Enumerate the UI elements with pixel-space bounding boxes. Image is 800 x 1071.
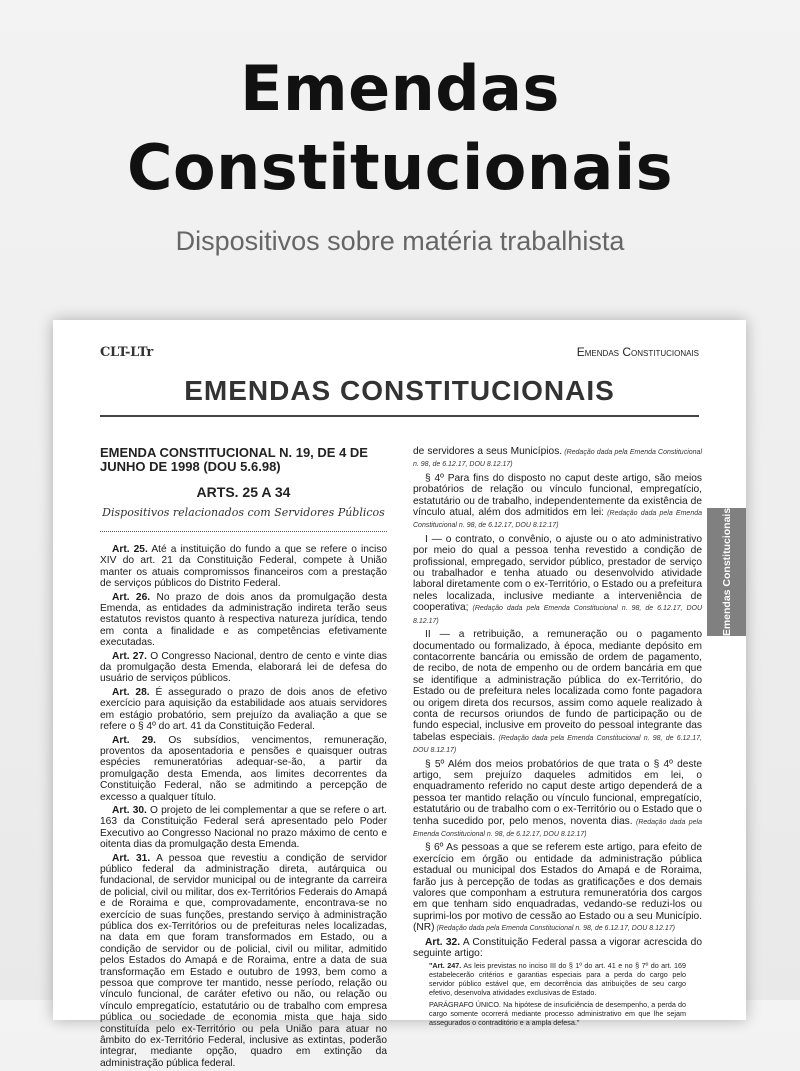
cover-title-line-2: Constitucionais (126, 131, 674, 204)
amendment-reference: (Redação dada pela Emenda Constitucional n. 98, de 6.12.17, DOU 8.12.17) (413, 818, 702, 838)
left-paragraphs (100, 544, 387, 1069)
article-label: "Art. 247. (429, 961, 462, 971)
amendment-reference: (Redação dada pela Emenda Constitucional n. 98, de 6.12.17, DOU 8.12.17) (413, 734, 702, 755)
amendment-reference: (Redação dada pela Emenda Constitucional n. 98, de 6.12.17, DOU 8.12.17) (434, 925, 675, 933)
article-label: Art. 31. (112, 852, 151, 864)
article-text: As leis previstas no inciso III do § 1º do art. 41 e no § 7º do art. 169 estabelecerão critérios e garantias especiais para a perda do cargo pelo servidor público estável que, em decorrência das atribuições de seu cargo efetivo, desenvolva atividades exclusivas de Estado. (429, 961, 686, 998)
amendment-reference: (Redação dada pela Emenda Constitucional n. 98, de 6.12.17, DOU 8.12.17) (413, 605, 702, 625)
dotted-divider (100, 531, 387, 532)
article-paragraph (100, 544, 387, 590)
article-paragraph (100, 592, 387, 649)
note-paragraph (429, 961, 686, 997)
document-page (53, 320, 746, 1069)
right-paragraphs (413, 446, 702, 959)
section-banner: EMENDAS CONSTITUCIONAIS (184, 375, 615, 406)
article-label: Art. 25. (112, 544, 148, 555)
article-paragraph (413, 446, 702, 471)
article-label: Art. 28. (112, 686, 150, 698)
side-tab (707, 508, 746, 636)
article-text: § 4º Para fins do disposto no caput deste artigo, são meios probatórios de relação ou vínculo funcional, empregatício, estatutário ou de trabalho, independentemente da existência de vínculo atual, além dos admitidos em lei: (413, 472, 702, 519)
article-text: A Constituição Federal passa a vigorar acrescida do seguinte artigo: (413, 936, 702, 960)
article-text: § 6º As pessoas a que se referem este artigo, para efeito de exercício em órgão ou entidade da administração pública estadual ou municipal dos Estados do Amapá e de Roraima, farão jus à percepção de todas as gratificações e dos demais valores que componham a estrutura remuneratória dos cargos em que tenham sido enquadradas, vedando-se reduzi-los ou suprimi-los por motivo de cessão ao Estado ou a seu Município. (NR) (413, 842, 702, 934)
article-text: PARÁGRAFO ÚNICO. Na hipótese de insuficiência de desempenho, a perda do cargo somente ocorrerá mediante processo administrativo em que lhe sejam assegurados o contraditório e a ampla defesa." (429, 1000, 686, 1028)
side-tab-label: Emendas Constitucionais (720, 507, 733, 637)
right-column (413, 446, 702, 1030)
article-text: Os subsídios, vencimentos, remuneração, proventos da aposentadoria e pensões e quaisquer outras espécies remuneratórias adequar-se-ão, a partir da promulgação desta Emenda, aos limites decorrentes da Constituição Federal, não se admitindo a percepção de excesso a qualquer título. (100, 734, 387, 803)
article-paragraph (100, 735, 387, 803)
article-paragraph (413, 937, 702, 960)
article-label: Art. 26. (112, 591, 151, 603)
quoted-article (413, 961, 702, 1027)
article-label: Art. 30. (112, 804, 147, 816)
article-paragraph (100, 805, 387, 851)
publisher-logo: CLT-LTr (100, 345, 153, 360)
article-label: Art. 27. (112, 650, 147, 662)
note-paragraph (429, 1000, 686, 1027)
article-paragraph (100, 687, 387, 733)
left-column (100, 446, 387, 1071)
amendment-reference: (Redação dada pela Emenda Constitucional n. 98, de 6.12.17, DOU 8.12.17) (413, 510, 703, 530)
article-text: O projeto de lei complementar a que se refere o art. 163 da Constituição Federal será apresentado pelo Poder Executivo ao Congresso Nacional no prazo máximo de cento e oitenta dias da promulgação desta Emenda. (100, 804, 387, 851)
article-paragraph (100, 853, 387, 1070)
article-text: II — a retribuição, a remuneração ou o pagamento documentado ou formalizado, à época, mediante depósito em contacorrente bancária ou emissão de ordem de pagamento, de recibo, de nota de empenho ou de ordem bancária em que se identifique a administração pública do ex-Território, do Estado ou de prefeitura neles localizada como fonte pagadora ou origem direta dos recursos, assim como aquele realizado à conta de recursos oriundos de fundo de participação ou de fundo especial, inclusive em proveito do pessoal integrante das tabelas especiais. (413, 629, 702, 743)
amendment-reference: (Redação dada pela Emenda Constitucional n. 98, de 6.12.17, DOU 8.12.17) (413, 449, 702, 469)
amendment-description: Dispositivos relacionados com Servidores Públicos (102, 506, 385, 519)
articles-range: ARTS. 25 A 34 (196, 484, 291, 500)
cover-subtitle: Dispositivos sobre matéria trabalhista (175, 226, 625, 256)
article-paragraph (413, 473, 702, 532)
article-text: Até a instituição do fundo a que se refere o inciso XIV do art. 21 da Constituição Federal, compete à União manter os atuais compromissos financeiros com a prestação de serviços públicos do Distrito Federal. (100, 544, 387, 590)
banner-rule (100, 415, 699, 417)
article-paragraph (413, 759, 702, 841)
article-paragraph (413, 842, 702, 934)
article-paragraph (413, 534, 702, 627)
article-text: O Congresso Nacional, dentro de cento e vinte dias da promulgação desta Emenda, elaborará lei de defesa do usuário de serviços públicos. (100, 650, 387, 685)
cover-title-line-1: Emendas (240, 52, 560, 125)
article-label: Art. 29. (112, 734, 157, 746)
article-text: No prazo de dois anos da promulgação desta Emenda, as entidades da administração indireta terão seus estatutos revistos quanto à respectiva natureza jurídica, tendo em conta a finalidade e as competências efetivamente executadas. (100, 591, 387, 649)
article-text: § 5º Além dos meios probatórios de que trata o § 4º deste artigo, sem prejuízo daqueles admitidos em lei, o enquadramento referido no caput deste artigo dependerá de a pessoa ter mantido relação ou vínculo funcional, empregatício, estatutário ou de trabalho com o ex-Território ou o Estado que o tenha sucedido por, pelo menos, noventa dias. (413, 758, 702, 827)
article-text: de servidores a seus Municípios. (413, 446, 563, 457)
article-text: I — o contrato, o convênio, o ajuste ou o ato administrativo por meio do qual a pessoa tenha revestido a condição de profissional, empregado, servidor público, prestador de serviço ou trabalhador e tenha atuado ou desenvolvido atividade laboral diretamente com o ex-Território, o Estado ou a prefeitura neles localizada, inclusive mediante a interveniência de cooperativa; (413, 533, 702, 614)
article-paragraph (100, 651, 387, 685)
article-text: É assegurado o prazo de dois anos de efetivo exercício para aquisição da estabilidade aos atuais servidores em estágio probatório, sem prejuízo da avaliação a que se refere o § 4º do art. 41 da Constituição Federal. (100, 686, 387, 733)
article-label: Art. 32. (425, 936, 461, 948)
running-header: Emendas Constitucionais (576, 345, 699, 359)
amendment-title: EMENDA CONSTITUCIONAL N. 19, DE 4 DE JUNHO DE 1998 (DOU 5.6.98) (100, 445, 368, 474)
article-paragraph (413, 629, 702, 756)
article-text: A pessoa que revestiu a condição de servidor público federal da administração direta, autárquica ou fundacional, de servidor municipal ou de integrante da carreira de policial, civil ou militar, dos ex-Territórios Federais do Amapá e de Roraima e que, comprovadamente, encontrava-se no exercício de suas funções, prestando serviço à administração pública dos ex-Territórios ou de prefeituras neles localizadas, na data em que foram transformados em Estado, ou a condição de servidor ou de policial, civil ou militar, admitido pelos Estados do Amapá e de Roraima, entre a data de sua transformação em Estado e outubro de 1993, bem como a pessoa que comprove ter mantido, nesse período, relação ou vínculo funcional, de caráter efetivo ou não, ou relação ou vínculo empregatício, estatutário ou de trabalho com empresa pública ou sociedade de economia mista que haja sido constituída pelo ex-Território ou pela União para atuar no âmbito do ex-Território Federal, inclusive as extintas, poderão integrar, mediante opção, quadro em extinção da administração pública federal. (100, 852, 388, 1069)
